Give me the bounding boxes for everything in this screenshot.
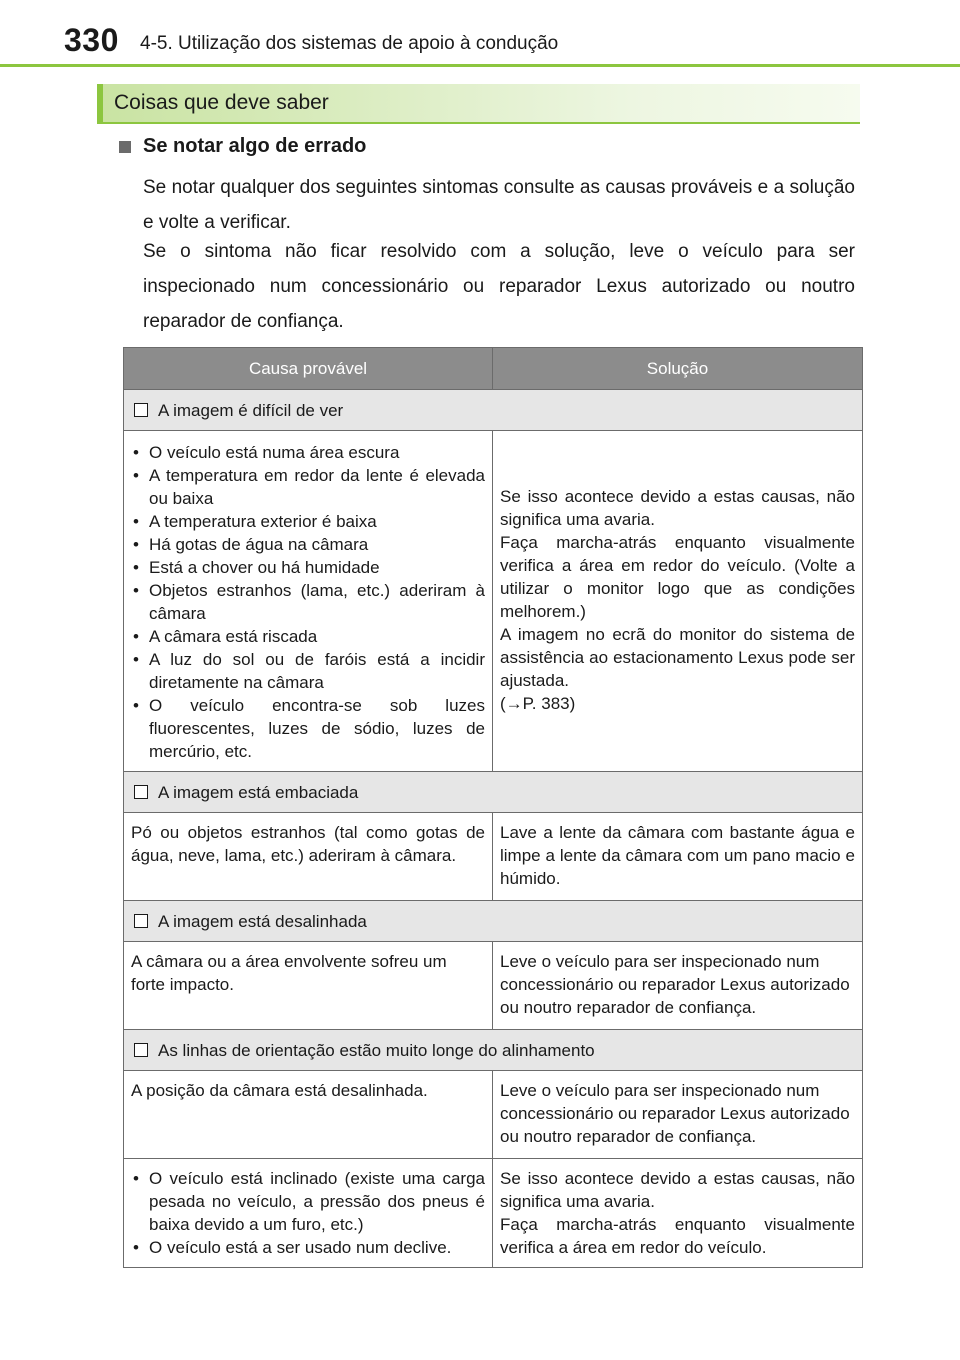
checkbox-icon xyxy=(134,1043,148,1057)
header-solution: Solução xyxy=(493,348,863,390)
table-header-row xyxy=(124,348,863,390)
cause-cell: A câmara ou a área envolvente sofreu um forte impacto. xyxy=(124,942,493,1030)
solution-text: Se isso acontece devido a estas causas, não significa uma avaria. xyxy=(500,487,855,529)
cause-cell: A posição da câmara está desalinhada. xyxy=(124,1071,493,1159)
checkbox-icon xyxy=(134,403,148,417)
cause-item: • Há gotas de água na câmara xyxy=(131,533,485,556)
troubleshooting-table xyxy=(123,347,863,1268)
cause-item: • Objetos estranhos (lama, etc.) aderiram à câmara xyxy=(131,579,485,625)
cause-item: • O veículo encontra-se sob luzes fluorescentes, luzes de sódio, luzes de mercúrio, etc. xyxy=(131,694,485,763)
group-row xyxy=(124,901,863,942)
checkbox-icon xyxy=(134,785,148,799)
solution-cell xyxy=(493,1159,863,1268)
cause-cell xyxy=(124,1159,493,1268)
group-title: As linhas de orientação estão muito longe do alinhamento xyxy=(158,1040,595,1060)
table-row xyxy=(124,1071,863,1159)
table-row xyxy=(124,1159,863,1268)
square-bullet-icon xyxy=(119,141,131,153)
intro-paragraph-1: Se notar qualquer dos seguintes sintomas consulte as causas prováveis e a solução e volte a verificar. xyxy=(143,177,855,233)
solution-cell: Leve o veículo para ser inspecionado num concessionário ou reparador Lexus autorizado ou noutro reparador de confiança. xyxy=(493,1071,863,1159)
header-divider xyxy=(0,64,960,67)
cause-item: • A câmara está riscada xyxy=(131,625,485,648)
cause-cell: Pó ou objetos estranhos (tal como gotas de água, neve, lama, etc.) aderiram à câmara. xyxy=(124,813,493,901)
section-title-bar xyxy=(97,84,860,124)
group-row xyxy=(124,1030,863,1071)
table-row xyxy=(124,813,863,901)
page-header xyxy=(0,0,960,70)
solution-cell: Leve o veículo para ser inspecionado num concessionário ou reparador Lexus autorizado ou noutro reparador de confiança. xyxy=(493,942,863,1030)
cause-item: • A luz do sol ou de faróis está a incidir diretamente na câmara xyxy=(131,648,485,694)
cause-list xyxy=(131,1167,485,1259)
table-row xyxy=(124,431,863,772)
solution-cell xyxy=(493,431,863,772)
page-number: 330 xyxy=(64,22,119,58)
header-cause: Causa provável xyxy=(124,348,493,390)
table-row xyxy=(124,942,863,1030)
cause-item: • A temperatura exterior é baixa xyxy=(131,510,485,533)
subsection-heading xyxy=(119,135,366,158)
checkbox-icon xyxy=(134,914,148,928)
cause-item: • O veículo está numa área escura xyxy=(131,441,485,464)
cause-list xyxy=(131,441,485,763)
cause-item: • Está a chover ou há humidade xyxy=(131,556,485,579)
solution-cell: Lave a lente da câmara com bastante água e limpe a lente da câmara com um pano macio e húmido. xyxy=(493,813,863,901)
group-title: A imagem está desalinhada xyxy=(158,911,367,931)
cause-item: • A temperatura em redor da lente é elevada ou baixa xyxy=(131,464,485,510)
cause-item: • O veículo está a ser usado num declive. xyxy=(131,1236,485,1259)
solution-text: Faça marcha-atrás enquanto visualmente verifica a área em redor do veículo. xyxy=(500,1215,855,1257)
intro-paragraph-2: Se o sintoma não ficar resolvido com a solução, leve o veículo para ser inspecionado num concessionário ou reparador Lexus autorizado ou noutro reparador de confiança. xyxy=(143,241,855,332)
solution-text: Se isso acontece devido a estas causas, não significa uma avaria. xyxy=(500,1169,855,1211)
group-title: A imagem é difícil de ver xyxy=(158,400,344,420)
chapter-title: 4-5. Utilização dos sistemas de apoio à condução xyxy=(140,33,559,54)
section-accent xyxy=(97,84,103,124)
group-row xyxy=(124,772,863,813)
cause-cell xyxy=(124,431,493,772)
solution-text: Faça marcha-atrás enquanto visualmente verifica a área em redor do veículo. (Volte a utilizar o monitor logo que as condições melhorem.) xyxy=(500,533,855,621)
solution-text: A imagem no ecrã do monitor do sistema de assistência ao estacionamento Lexus pode ser ajustada. xyxy=(500,625,855,690)
page-reference: (→P. 383) xyxy=(500,694,576,713)
group-title: A imagem está embaciada xyxy=(158,782,359,802)
cause-item: • O veículo está inclinado (existe uma carga pesada no veículo, a pressão dos pneus é baixa devido a um furo, etc.) xyxy=(131,1167,485,1236)
section-title: Coisas que deve saber xyxy=(114,91,329,114)
subsection-heading-text: Se notar algo de errado xyxy=(143,135,367,157)
group-row xyxy=(124,390,863,431)
